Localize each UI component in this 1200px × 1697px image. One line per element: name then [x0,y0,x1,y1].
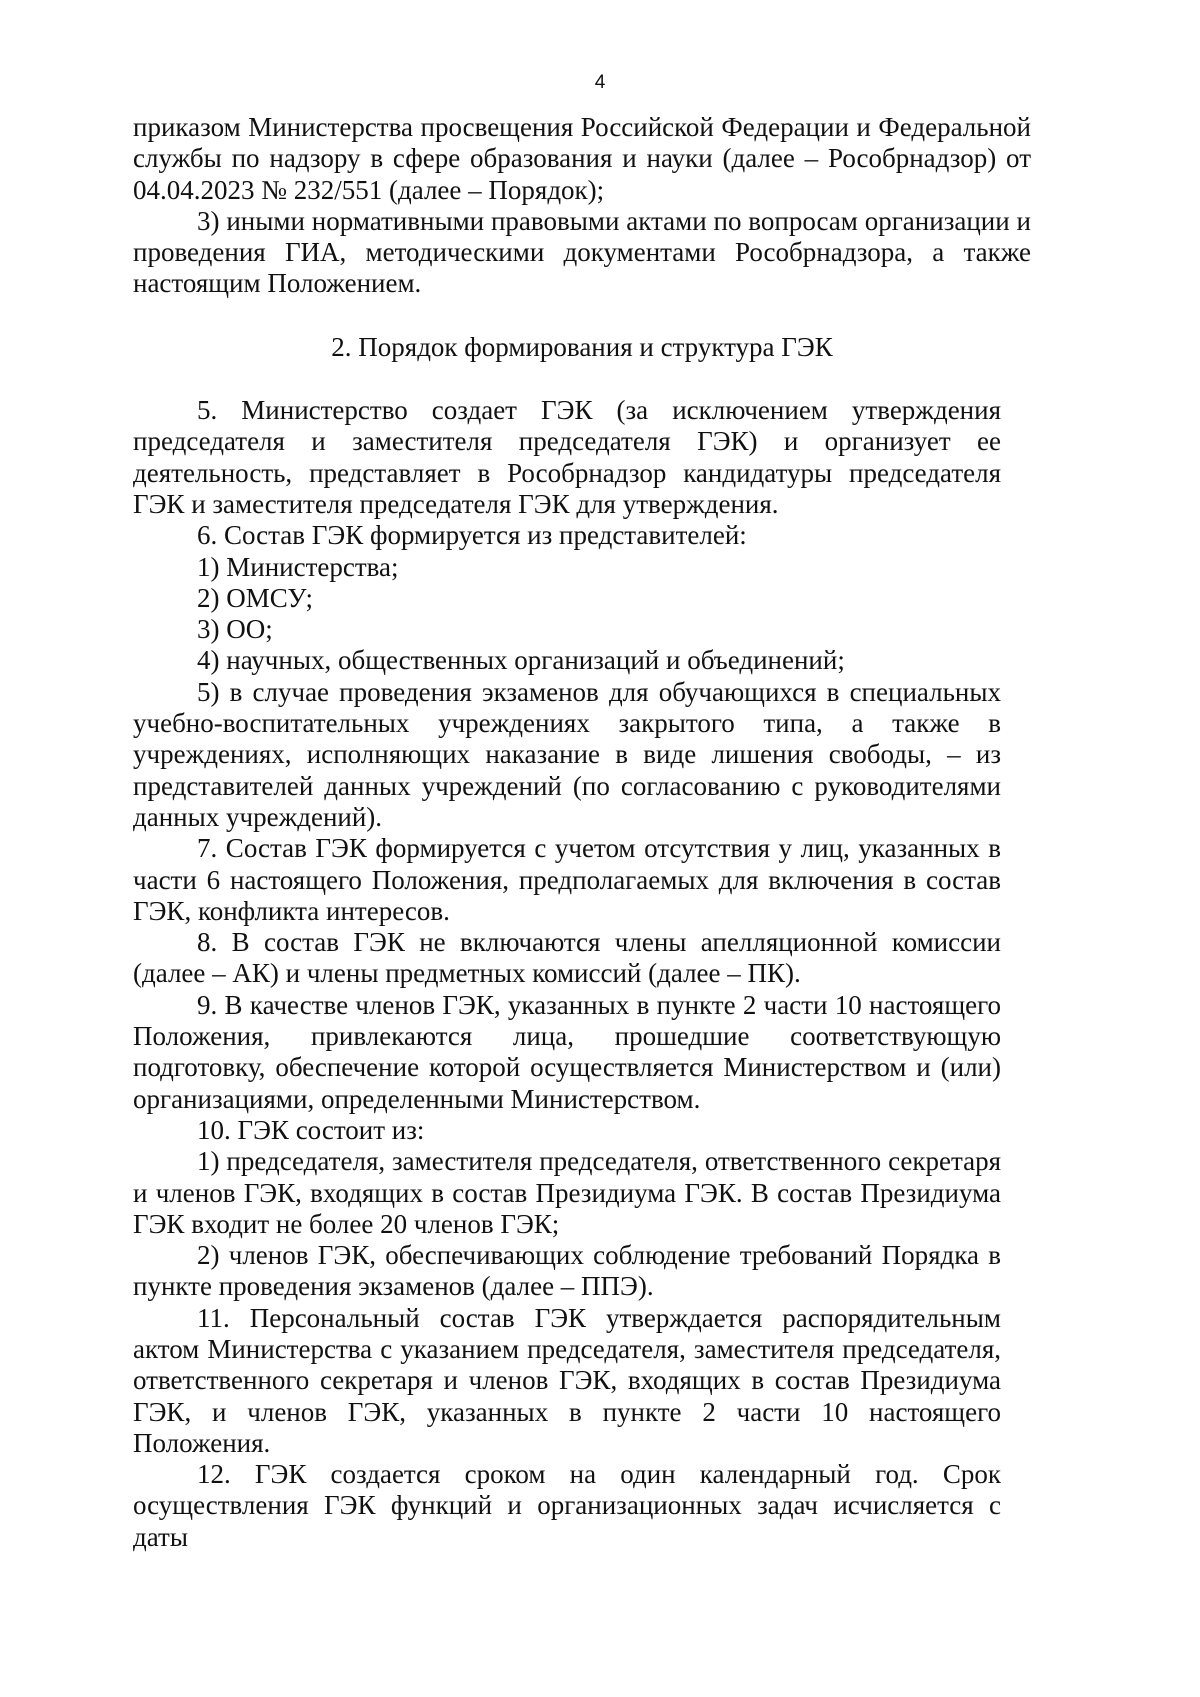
paragraph-item-3-other-acts: 3) иными нормативными правовыми актами по вопросам организации и проведения ГИА, методическими документами Рособрнадзора, а также настоящим Положением. [133,205,1031,299]
page-number: 4 [594,72,606,93]
section-heading: 2. Порядок формирования и структура ГЭК [331,331,833,362]
paragraph-5: 5. Министерство создает ГЭК (за исключением утверждения председателя и заместителя председателя ГЭК) и организует ее деятельность, представляет в Рособрнадзор кандидатуры председателя ГЭК и заместителя председателя ГЭК для утверждения. [133,395,1001,519]
paragraph-6: 6. Состав ГЭК формируется из представителей: [197,520,747,551]
list-item-6-3: 3) ОО; [197,614,273,645]
list-item-6-5: 5) в случае проведения экзаменов для обучающихся в специальных учебно-воспитательных учреждениях закрытого типа, а также в учреждениях, исполняющих наказание в виде лишения свободы, – из представителей данных учреждений (по согласованию с руководителями данных учреждений). [133,676,1001,832]
list-item-6-2: 2) ОМСУ; [197,582,313,613]
intro-block [133,112,1031,300]
paragraph-9: 9. В качестве членов ГЭК, указанных в пункте 2 части 10 настоящего Положения, привлекаются лица, прошедшие соответствующую подготовку, обеспечение которой осуществляется Министерством и (или) организациями, определенными Министерством. [133,989,1001,1114]
list-item-6-1: 1) Министерства; [197,551,399,582]
list-item-10-2: 2) членов ГЭК, обеспечивающих соблюдение требований Порядка в пункте проведения экзаменов (далее – ППЭ). [133,1240,1001,1302]
list-item-10-1: 1) председателя, заместителя председателя, ответственного секретаря и членов ГЭК, входящих в состав Президиума ГЭК. В состав Президиума ГЭК входит не более 20 членов ГЭК; [133,1146,1001,1239]
section-2-block [133,395,1001,1553]
paragraph-order-reference: приказом Министерства просвещения Российской Федерации и Федеральной службы по надзору в сфере образования и науки (далее – Рособрнадзор) от 04.04.2023 № 232/551 (далее – Порядок); [133,112,1031,205]
paragraph-10: 10. ГЭК состоит из: [197,1114,425,1145]
list-item-6-4: 4) научных, общественных организаций и объединений; [197,645,845,676]
paragraph-11: 11. Персональный состав ГЭК утверждается распорядительным актом Министерства с указанием председателя, заместителя председателя, ответственного секретаря и членов ГЭК, входящих в состав Президиума ГЭК, и членов ГЭК, указанных в пункте 2 части 10 настоящего Положения. [133,1302,1001,1458]
paragraph-7: 7. Состав ГЭК формируется с учетом отсутствия у лиц, указанных в части 6 настоящего Положения, предполагаемых для включения в состав ГЭК, конфликта интересов. [133,833,1001,926]
paragraph-8: 8. В состав ГЭК не включаются члены апелляционной комиссии (далее – АК) и члены предметных комиссий (далее – ПК). [133,927,1001,989]
document-body [133,112,1031,1553]
paragraph-12: 12. ГЭК создается сроком на один календарный год. Срок осуществления ГЭК функций и организационных задач исчисляется с даты [133,1459,1001,1552]
